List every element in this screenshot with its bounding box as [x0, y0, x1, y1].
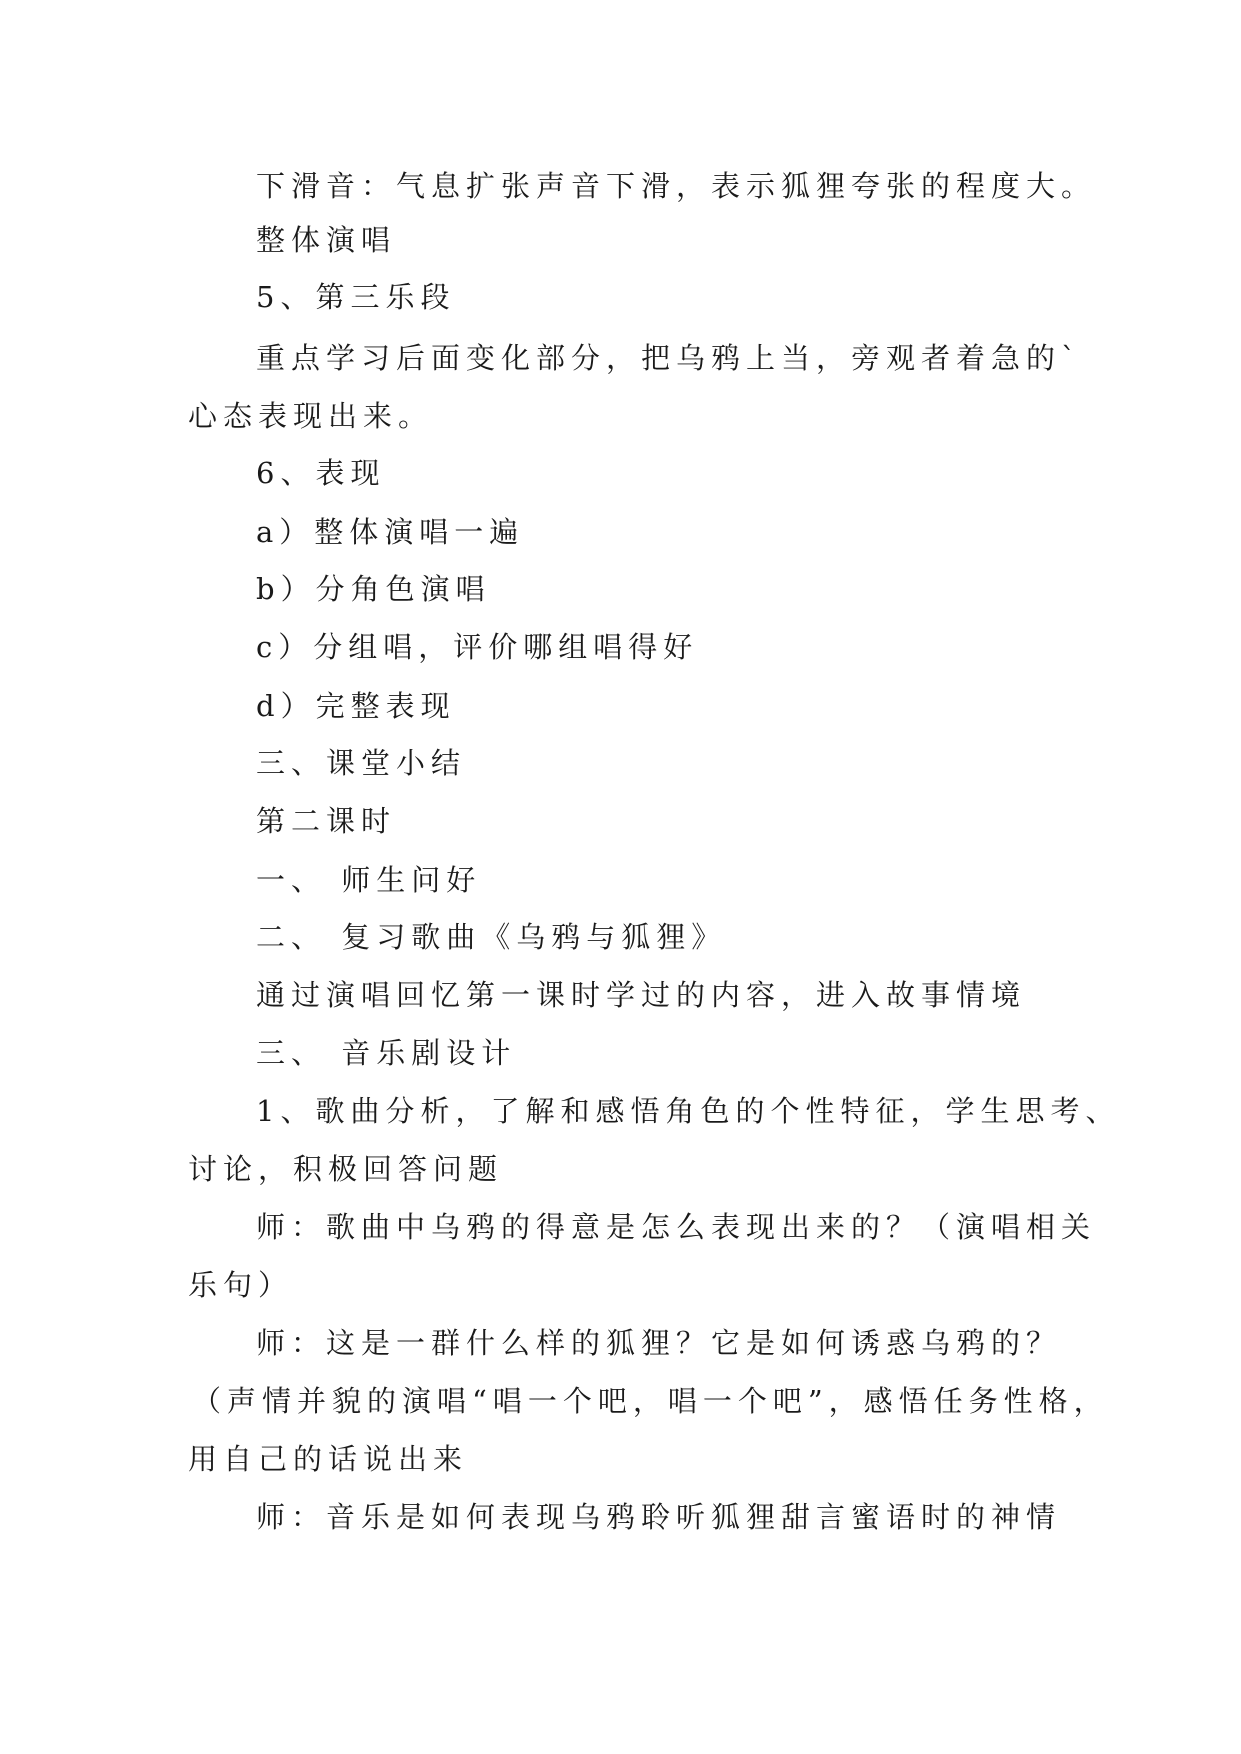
- section-heading: 6、表现: [256, 456, 386, 490]
- paragraph-line: 师：歌曲中乌鸦的得意是怎么表现出来的？（演唱相关: [256, 1210, 1097, 1244]
- list-item: a）整体演唱一遍: [256, 515, 525, 549]
- paragraph-line: （声情并貌的演唱“唱一个吧，唱一个吧”，感悟任务性格，: [192, 1384, 1109, 1418]
- paragraph-line: 师：音乐是如何表现乌鸦聆听狐狸甜言蜜语时的神情: [256, 1500, 1062, 1534]
- paragraph-line: 整体演唱: [256, 223, 397, 257]
- paragraph-line: 通过演唱回忆第一课时学过的内容，进入故事情境: [256, 978, 1027, 1012]
- paragraph-line: 讨论，积极回答问题: [188, 1152, 504, 1186]
- section-heading: 三、课堂小结: [256, 746, 467, 780]
- paragraph-line: 乐句）: [188, 1268, 294, 1302]
- section-heading: 一、 师生问好: [256, 863, 482, 897]
- paragraph-line: 用自己的话说出来: [188, 1442, 469, 1476]
- list-item: b）分角色演唱: [256, 572, 491, 606]
- section-heading: 三、 音乐剧设计: [256, 1036, 517, 1070]
- paragraph-line: 心态表现出来。: [188, 399, 434, 433]
- section-heading: 第二课时: [256, 804, 397, 838]
- paragraph-line: 下滑音：气息扩张声音下滑，表示狐狸夸张的程度大。: [256, 169, 1097, 203]
- section-heading: 5、第三乐段: [256, 280, 456, 314]
- paragraph-line: 师：这是一群什么样的狐狸？它是如何诱惑乌鸦的？: [256, 1326, 1062, 1360]
- paragraph-line: 1、歌曲分析，了解和感悟角色的个性特征，学生思考、: [256, 1094, 1121, 1128]
- paragraph-line: 重点学习后面变化部分，把乌鸦上当，旁观者着急的`: [256, 341, 1082, 375]
- list-item: c）分组唱，评价哪组唱得好: [256, 630, 699, 664]
- section-heading: 二、 复习歌曲《乌鸦与狐狸》: [256, 920, 727, 954]
- list-item: d）完整表现: [256, 689, 456, 723]
